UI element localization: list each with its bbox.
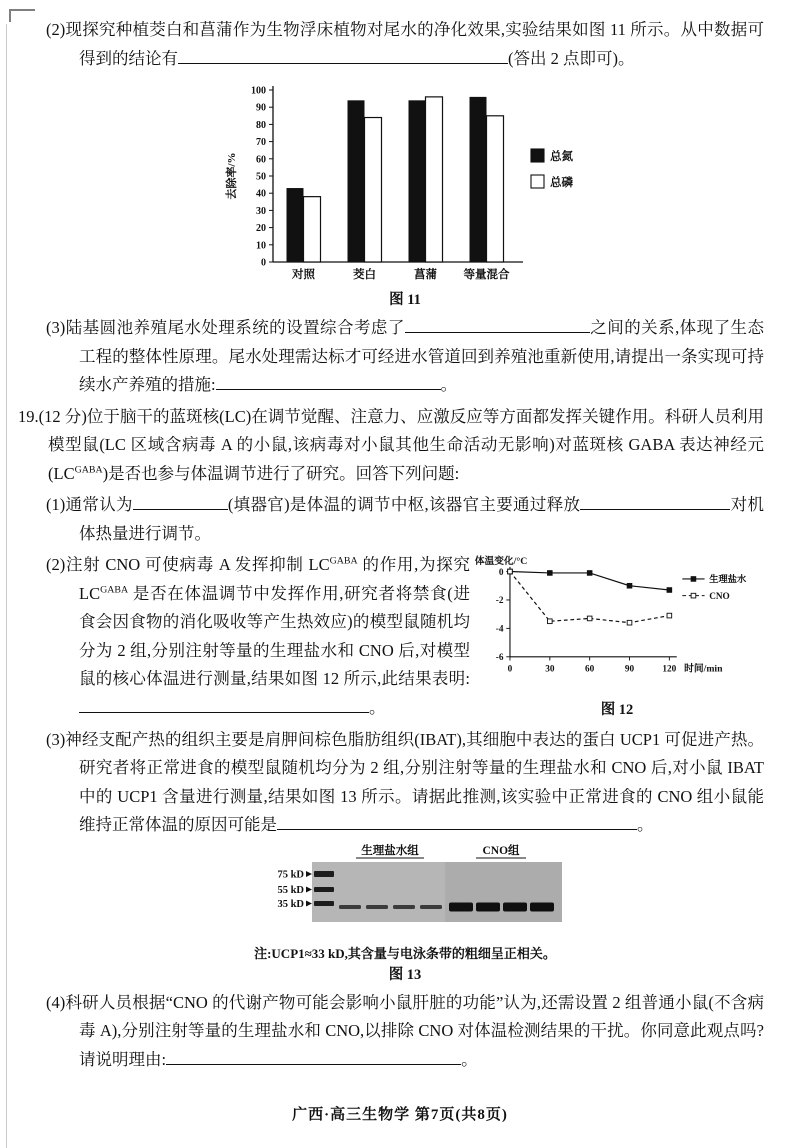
svg-text:对照: 对照 xyxy=(292,269,315,282)
question-19-part3: (3)神经支配产热的组织主要是肩胛间棕色脂肪组织(IBAT),其细胞中表达的蛋白 UCP1 可促进产热。研究者将正常进食的模型鼠随机均分为 2 组,分别注射等量的生理盐水和 CNO 后,对小鼠 IBAT 中的 UCP1 含量进行测量,结果如图 13 所示。请据此推测,该实验中正常进食的 CNO 组小鼠能维持正常体温的原因可能是 。 xyxy=(46,729,764,835)
svg-text:60: 60 xyxy=(585,664,595,675)
svg-text:60: 60 xyxy=(256,154,266,166)
svg-text:0: 0 xyxy=(261,257,266,269)
svg-text:100: 100 xyxy=(251,85,266,97)
svg-text:40: 40 xyxy=(256,188,266,200)
scan-edge-line xyxy=(6,24,7,1148)
svg-text:总氮: 总氮 xyxy=(550,151,573,164)
svg-text:120: 120 xyxy=(662,664,677,675)
figure-11-caption: 图 11 xyxy=(389,292,421,309)
figure-12-caption: 图 12 xyxy=(600,702,634,719)
svg-text:30: 30 xyxy=(545,664,555,675)
bar-chart-removal-rate xyxy=(221,76,589,282)
question-19-part4: (4)科研人员根据“CNO 的代谢产物可能会影响小鼠肝脏的功能”认为,还需设置 2 组普通小鼠(不含病毒 A),分别注射等量的生理盐水和 CNO,以排除 CNO 对体温检测结果的干扰。你同意此观点吗?请说明理由: 。 xyxy=(46,992,764,1069)
figure-11 xyxy=(46,76,764,309)
svg-text:-2: -2 xyxy=(495,596,504,607)
svg-text:70: 70 xyxy=(256,137,266,149)
question-2: (2)现探究种植茭白和菖蒲作为生物浮床植物对尾水的净化效果,实验结果如图 11 所示。从中数据可得到的结论有 (答出 2 点即可)。 xyxy=(46,20,764,68)
svg-text:生理盐水: 生理盐水 xyxy=(709,575,747,586)
svg-text:生理盐水组: 生理盐水组 xyxy=(361,844,419,857)
svg-text:55 kD: 55 kD xyxy=(277,884,304,896)
question-19-part1: (1)通常认为 (填器官)是体温的调节中枢,该器官主要通过释放 对机体热量进行调节。 xyxy=(46,495,764,543)
line-chart-temperature-change xyxy=(471,553,763,692)
svg-text:30: 30 xyxy=(256,205,266,217)
answer-blank xyxy=(133,494,228,511)
answer-blank xyxy=(277,814,637,831)
answer-blank xyxy=(166,1048,461,1065)
answer-blank xyxy=(216,374,441,391)
svg-text:等量混合: 等量混合 xyxy=(463,269,510,282)
svg-text:90: 90 xyxy=(624,664,635,675)
svg-text:50: 50 xyxy=(256,171,266,183)
svg-text:去除率/%: 去除率/% xyxy=(226,152,238,200)
svg-text:90: 90 xyxy=(256,102,266,114)
svg-text:菖蒲: 菖蒲 xyxy=(414,269,437,282)
svg-text:10: 10 xyxy=(256,240,266,252)
svg-text:CNO: CNO xyxy=(709,592,730,603)
svg-text:-6: -6 xyxy=(495,653,504,664)
svg-text:80: 80 xyxy=(256,119,266,131)
svg-text:-4: -4 xyxy=(495,624,504,635)
svg-text:0: 0 xyxy=(498,568,504,579)
question-19-intro: 19.(12 分)位于脑干的蓝斑核(LC)在调节觉醒、注意力、应激反应等方面都发挥关键作用。科研人员利用模型鼠(LC 区域含病毒 A 的小鼠,该病毒对小鼠其他生命活动无影响)对蓝斑核 GABA 表达神经元$(LC^{GABA})$是否也参与体温调节进行了研究。回答下列问题: xyxy=(18,406,764,483)
answer-blank xyxy=(79,696,369,713)
answer-blank xyxy=(405,317,590,334)
svg-text:CNO组: CNO组 xyxy=(482,844,520,857)
answer-blank xyxy=(580,494,730,511)
svg-text:20: 20 xyxy=(256,223,266,235)
answer-blank xyxy=(178,47,508,64)
svg-text:0: 0 xyxy=(507,664,513,675)
western-blot-image xyxy=(240,843,570,935)
figure-13 xyxy=(46,843,764,984)
question-19-part2-row xyxy=(46,551,764,725)
scan-corner-mark xyxy=(9,9,35,22)
svg-text:35 kD: 35 kD xyxy=(277,898,304,910)
page-footer: 广西·高三生物学 第7页(共8页) xyxy=(292,1107,508,1123)
figure-12 xyxy=(470,553,764,719)
svg-text:茭白: 茭白 xyxy=(353,269,376,282)
svg-text:时间/min: 时间/min xyxy=(684,663,723,675)
svg-text:体温变化/°C: 体温变化/°C xyxy=(474,556,528,568)
question-19-part2: (2)注射 CNO 可使病毒 A 发挥抑制 $LC^{GABA}$ 的作用,为探究 $LC^{GABA}$ 是否在体温调节中发挥作用,研究者将禁食(进食会因食物的消化吸收等产生热效应)的模型鼠随机均分为 2 组,分别注射等量的生理盐水和 CNO 后,对模型鼠的核心体温进行测量,结果如图 12 所示,此结果表明:。 xyxy=(46,555,471,717)
question-3: (3)陆基圆池养殖尾水处理系统的设置综合考虑了 之间的关系,体现了生态工程的整体性原理。尾水处理需达标才可经进水管道回到养殖池重新使用,请提出一条实现可持续水产养殖的措施: 。 xyxy=(46,318,764,395)
svg-text:75 kD: 75 kD xyxy=(277,869,304,881)
figure-13-caption: 图 13 xyxy=(388,966,422,983)
svg-text:总磷: 总磷 xyxy=(550,177,573,190)
figure-13-note: 注:UCP1≈33 kD,其含量与电泳条带的粗细呈正相关。 xyxy=(254,945,556,961)
